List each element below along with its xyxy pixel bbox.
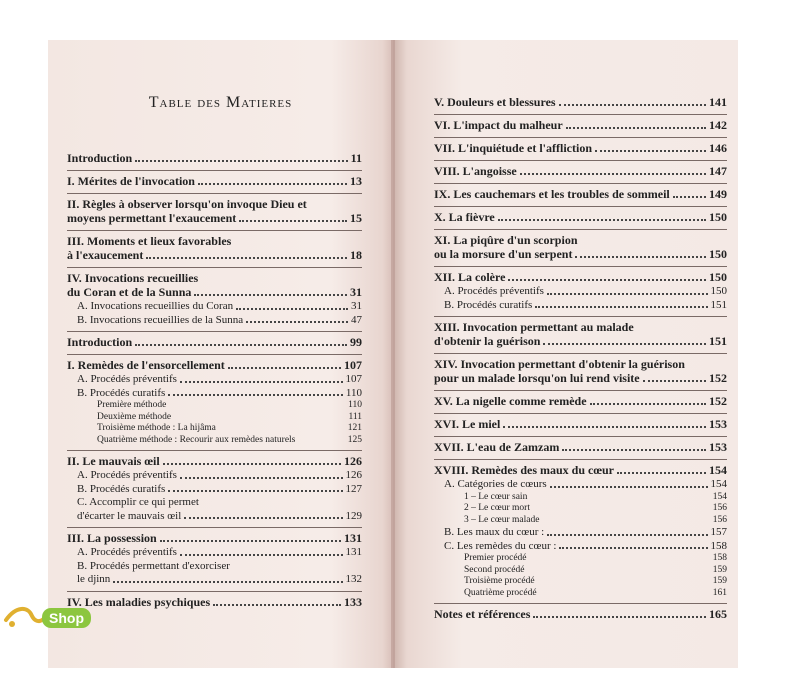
dot-leader <box>508 279 706 281</box>
toc-page-number: 158 <box>712 553 727 563</box>
toc-entry-title: B. Procédés curatifs <box>77 482 166 495</box>
toc-page-number: 154 <box>712 491 727 502</box>
toc-line <box>434 164 727 179</box>
toc-line <box>77 314 362 328</box>
toc-entry-title-line: IV. Invocations recueillies <box>67 271 199 285</box>
dot-leader <box>590 403 706 405</box>
dot-leader <box>547 293 708 295</box>
toc-entry-title: Quatrième méthode : Recourir aux remèdes naturels <box>97 434 296 445</box>
toc-subentries <box>67 300 362 327</box>
toc-entry-title: 1 – Le cœur sain <box>464 491 528 502</box>
toc-page-number: 153 <box>709 440 727 454</box>
toc-entry <box>434 138 727 161</box>
toc-page-number: 152 <box>709 371 727 385</box>
toc-entry <box>67 148 362 171</box>
dot-leader <box>533 616 706 618</box>
toc-page-number: 107 <box>344 358 362 372</box>
toc-page-number: 156 <box>712 503 727 513</box>
dot-leader <box>246 321 348 323</box>
toc-entry <box>67 528 362 592</box>
toc-page-number: 99 <box>350 335 362 349</box>
toc-entry-title: B. Procédés curatifs <box>77 386 166 399</box>
toc-entry <box>434 207 727 230</box>
toc-subentries <box>67 469 362 523</box>
toc-page-number: 31 <box>351 300 362 312</box>
toc-entry-title: Première méthode <box>97 400 167 410</box>
toc-line <box>434 334 727 349</box>
toc-entry-title: Quatrième procédé <box>464 587 537 598</box>
toc-entry-title-line: III. Moments et lieux favorables <box>67 234 232 248</box>
dot-leader <box>575 256 706 258</box>
toc-page-number: 141 <box>709 95 727 109</box>
toc-entry <box>434 460 727 604</box>
toc-page-number: 159 <box>712 564 727 575</box>
toc-entry-title: XVII. L'eau de Zamzam <box>434 440 560 454</box>
toc-line <box>77 423 362 435</box>
toc-subsubentries <box>77 400 362 446</box>
toc-page-number: 111 <box>348 411 362 422</box>
dot-leader <box>163 463 341 465</box>
toc-line <box>444 503 727 515</box>
toc-entry <box>434 230 727 267</box>
toc-line <box>67 335 362 350</box>
toc-line <box>77 483 362 497</box>
toc-subentries <box>434 478 727 599</box>
dot-leader <box>617 472 706 474</box>
toc-entry-title: 3 – Le cœur malade <box>464 514 540 525</box>
toc-entry <box>434 92 727 115</box>
toc-entry-title: I. Remèdes de l'ensorcellement <box>67 358 225 372</box>
toc-page-number: 13 <box>350 174 362 188</box>
toc-page-number: 31 <box>350 285 362 299</box>
dot-leader <box>198 183 347 185</box>
toc-page-number: 161 <box>712 587 727 598</box>
open-book <box>48 40 738 668</box>
toc-entry-title: V. Douleurs et blessures <box>434 95 556 109</box>
toc-page-number: 156 <box>712 514 727 525</box>
toc-line <box>67 531 362 546</box>
toc-entry-title: B. Invocations recueillies de la Sunna <box>77 313 244 326</box>
toc-line <box>67 211 362 226</box>
dot-leader <box>135 344 347 346</box>
toc-page-number: 151 <box>710 298 727 311</box>
toc-entry-title: Premier procédé <box>464 553 527 563</box>
dot-leader <box>113 581 342 583</box>
toc-entry-title: A. Catégories de cœurs <box>444 478 547 490</box>
toc-entry <box>434 161 727 184</box>
toc-page-number: 110 <box>345 386 362 399</box>
toc-entry-title: à l'exaucement <box>67 248 144 262</box>
toc-line <box>434 187 727 202</box>
toc-entry-title: B. Les maux du cœur : <box>444 526 545 538</box>
toc-entry <box>434 184 727 207</box>
toc-page-number: 18 <box>350 248 362 262</box>
toc-entry <box>434 604 727 626</box>
toc-line <box>77 387 362 401</box>
toc-line <box>434 210 727 225</box>
toc-entry-title: Deuxième méthode <box>97 411 172 422</box>
toc-entry <box>67 332 362 355</box>
toc-subsubentries <box>444 492 727 527</box>
toc-entry-title: XII. La colère <box>434 270 506 284</box>
toc-page-number: 126 <box>344 454 362 468</box>
toc-entry-title: Introduction <box>67 151 133 165</box>
toc-line <box>77 373 362 387</box>
toc-page-number: 146 <box>709 141 727 155</box>
toc-entry-title: 2 – Le cœur mort <box>464 503 530 513</box>
toc-entry-title: ou la morsure d'un serpent <box>434 247 573 261</box>
toc-subentries <box>67 373 362 446</box>
dot-leader <box>135 160 348 162</box>
toc-entry-title: Introduction <box>67 335 133 349</box>
dot-leader <box>239 220 347 222</box>
toc-line <box>77 412 362 424</box>
dot-leader <box>547 534 707 536</box>
toc-line <box>77 469 362 483</box>
toc-line <box>77 573 362 587</box>
toc-page-number: 152 <box>709 394 727 408</box>
book-spine <box>391 40 395 668</box>
dot-leader <box>168 394 343 396</box>
toc-page-number: 159 <box>712 576 727 586</box>
toc-page-number: 157 <box>710 526 727 538</box>
toc-line <box>434 141 727 156</box>
toc-line <box>434 394 727 409</box>
toc-line <box>434 463 727 478</box>
toc-entry-title: B. Procédés curatifs <box>444 298 533 311</box>
toc-right-column <box>434 92 727 626</box>
toc-line <box>444 588 727 600</box>
toc-entry <box>434 354 727 391</box>
toc-line <box>77 400 362 412</box>
toc-entry-title: A. Invocations recueillies du Coran <box>77 300 234 312</box>
toc-entry-title: A. Procédés préventifs <box>444 285 544 297</box>
toc-entry <box>434 414 727 437</box>
toc-line <box>67 248 362 263</box>
toc-page-number: 150 <box>710 285 727 297</box>
toc-line <box>444 299 727 313</box>
dot-leader <box>168 490 342 492</box>
toc-entry <box>434 267 727 317</box>
toc-entry-title: IX. Les cauchemars et les troubles de sommeil <box>434 187 670 201</box>
toc-page-number: 147 <box>709 164 727 178</box>
dot-leader <box>194 294 347 296</box>
toc-page-number: 151 <box>709 334 727 348</box>
toc-page-number: 121 <box>347 423 362 433</box>
logo-text: Shop <box>42 608 91 628</box>
toc-page-number: 129 <box>345 509 362 522</box>
toc-entry-title: VIII. L'angoisse <box>434 164 517 178</box>
toc-page-number: 131 <box>345 546 362 558</box>
toc-entry-title: VI. L'impact du malheur <box>434 118 563 132</box>
toc-entry <box>67 231 362 268</box>
toc-line <box>444 478 727 492</box>
toc-line <box>434 247 727 262</box>
toc-entry-title: d'écarter le mauvais œil <box>77 509 182 522</box>
toc-entry-title: du Coran et de la Sunna <box>67 285 192 299</box>
toc-subentry-title-line: B. Procédés permettant d'exorciser <box>77 559 230 572</box>
toc-page-number: 153 <box>709 417 727 431</box>
toc-line <box>434 118 727 133</box>
toc-page-number: 150 <box>709 210 727 224</box>
dot-leader <box>595 150 706 152</box>
toc-page-number: 158 <box>710 539 727 552</box>
dot-leader <box>559 547 707 549</box>
toc-entry <box>67 451 362 528</box>
toc-entry-title: Notes et références <box>434 607 531 621</box>
toc-entry <box>67 194 362 231</box>
toc-entry-title: X. La fièvre <box>434 210 495 224</box>
dot-leader <box>236 308 348 310</box>
toc-entry-title: moyens permettant l'exaucement <box>67 211 237 225</box>
dot-leader <box>550 486 708 488</box>
dot-leader <box>498 219 706 221</box>
dot-leader <box>160 540 341 542</box>
toc-line <box>434 371 727 386</box>
toc-left-column <box>67 148 362 614</box>
toc-page-number: 142 <box>709 118 727 132</box>
toc-line <box>77 510 362 524</box>
toc-entry-title: C. Les remèdes du cœur : <box>444 539 557 552</box>
toc-page-number: 15 <box>350 211 362 225</box>
toc-line <box>77 300 362 314</box>
dot-leader <box>228 367 341 369</box>
toc-page-number: 133 <box>344 594 362 609</box>
toc-line <box>434 607 727 622</box>
toc-entry-title: A. Procédés préventifs <box>77 469 177 481</box>
toc-page-number: 47 <box>351 313 362 326</box>
toc-line <box>444 553 727 565</box>
toc-entry <box>67 171 362 194</box>
toc-entry-title: XV. La nigelle comme remède <box>434 394 587 408</box>
toc-entry-title: I. Mérites de l'invocation <box>67 174 195 188</box>
dot-leader <box>180 381 343 383</box>
toc-entry-title: Troisième méthode : La hijâma <box>97 423 216 433</box>
dot-leader <box>543 343 706 345</box>
toc-entry-title: pour un malade lorsqu'on lui rend visite <box>434 371 640 385</box>
toc-entry-title: Troisième procédé <box>464 576 535 586</box>
toc-line <box>434 95 727 110</box>
toc-page-number: 11 <box>350 151 362 165</box>
toc-subsubentries <box>444 553 727 599</box>
toc-entry-title: XVIII. Remèdes des maux du cœur <box>434 463 615 477</box>
toc-line <box>67 358 362 373</box>
dot-leader <box>673 196 706 198</box>
toc-page-number: 154 <box>710 478 727 490</box>
toc-line <box>434 270 727 285</box>
toc-entry-title: A. Procédés préventifs <box>77 373 177 385</box>
toc-entry-title: VII. L'inquiétude et l'affliction <box>434 141 593 155</box>
toc-subentries <box>434 285 727 312</box>
toc-page-number: 125 <box>347 434 362 445</box>
dot-leader <box>643 380 706 382</box>
toc-line <box>444 526 727 540</box>
toc-page-number: 165 <box>709 607 727 621</box>
dot-leader <box>520 173 706 175</box>
dot-leader <box>213 604 341 606</box>
toc-page-number: 126 <box>345 469 362 481</box>
toc-line <box>434 417 727 432</box>
toc-entry-title: II. Le mauvais œil <box>67 454 160 468</box>
dot-leader <box>180 477 343 479</box>
toc-page-number: 107 <box>345 373 362 385</box>
toc-subentries <box>67 546 362 587</box>
toc-entry-title: le djinn <box>77 573 111 585</box>
dot-leader <box>535 306 707 308</box>
toc-page-number: 132 <box>345 573 362 585</box>
toc-line <box>444 565 727 577</box>
toc-line <box>444 285 727 299</box>
toc-line <box>434 440 727 455</box>
dot-leader <box>180 554 343 556</box>
page-title: Table des Matieres <box>148 94 293 111</box>
toc-entry <box>434 437 727 460</box>
toc-page-number: 154 <box>709 463 727 477</box>
toc-entry <box>434 391 727 414</box>
right-page <box>393 40 738 668</box>
toc-line <box>77 435 362 447</box>
dot-leader <box>566 127 706 129</box>
toc-line <box>67 151 362 166</box>
dot-leader <box>503 426 706 428</box>
toc-page-number: 131 <box>344 531 362 545</box>
toc-line <box>67 454 362 469</box>
toc-entry-title: Second procédé <box>464 564 525 575</box>
toc-line <box>67 174 362 189</box>
toc-entry-title: XVI. Le miel <box>434 417 501 431</box>
toc-entry-title: IV. Les maladies psychiques <box>67 594 211 609</box>
toc-entry-title-line: XIV. Invocation permettant d'obtenir la guérison <box>434 357 685 371</box>
toc-line <box>67 285 362 300</box>
dot-leader <box>562 449 706 451</box>
dot-leader <box>559 104 706 106</box>
toc-entry-title: d'obtenir la guérison <box>434 334 541 348</box>
toc-entry-title: A. Procédés préventifs <box>77 546 177 558</box>
toc-entry <box>434 115 727 138</box>
dot-leader <box>184 517 342 519</box>
toc-page-number: 149 <box>709 187 727 201</box>
toc-subentry-title-line: C. Accomplir ce qui permet <box>77 496 199 508</box>
toc-entry-title-line: XI. La piqûre d'un scorpion <box>434 233 578 247</box>
toc-page-number: 150 <box>709 247 727 261</box>
toc-entry <box>434 317 727 354</box>
toc-entry-title: III. La possession <box>67 531 157 545</box>
left-page <box>48 40 393 668</box>
toc-line <box>444 576 727 588</box>
toc-line <box>444 540 727 554</box>
toc-entry-title-line: II. Règles à observer lorsqu'on invoque Dieu et <box>67 197 307 211</box>
dot-leader <box>146 257 347 259</box>
toc-page-number: 150 <box>709 270 727 284</box>
toc-line <box>444 515 727 527</box>
toc-line <box>77 546 362 560</box>
toc-page-number: 110 <box>348 400 362 410</box>
toc-entry <box>67 355 362 451</box>
toc-entry-title-line: XIII. Invocation permettant au malade <box>434 320 634 334</box>
toc-page-number: 127 <box>345 482 362 495</box>
toc-line <box>444 492 727 504</box>
toc-entry <box>67 268 362 332</box>
